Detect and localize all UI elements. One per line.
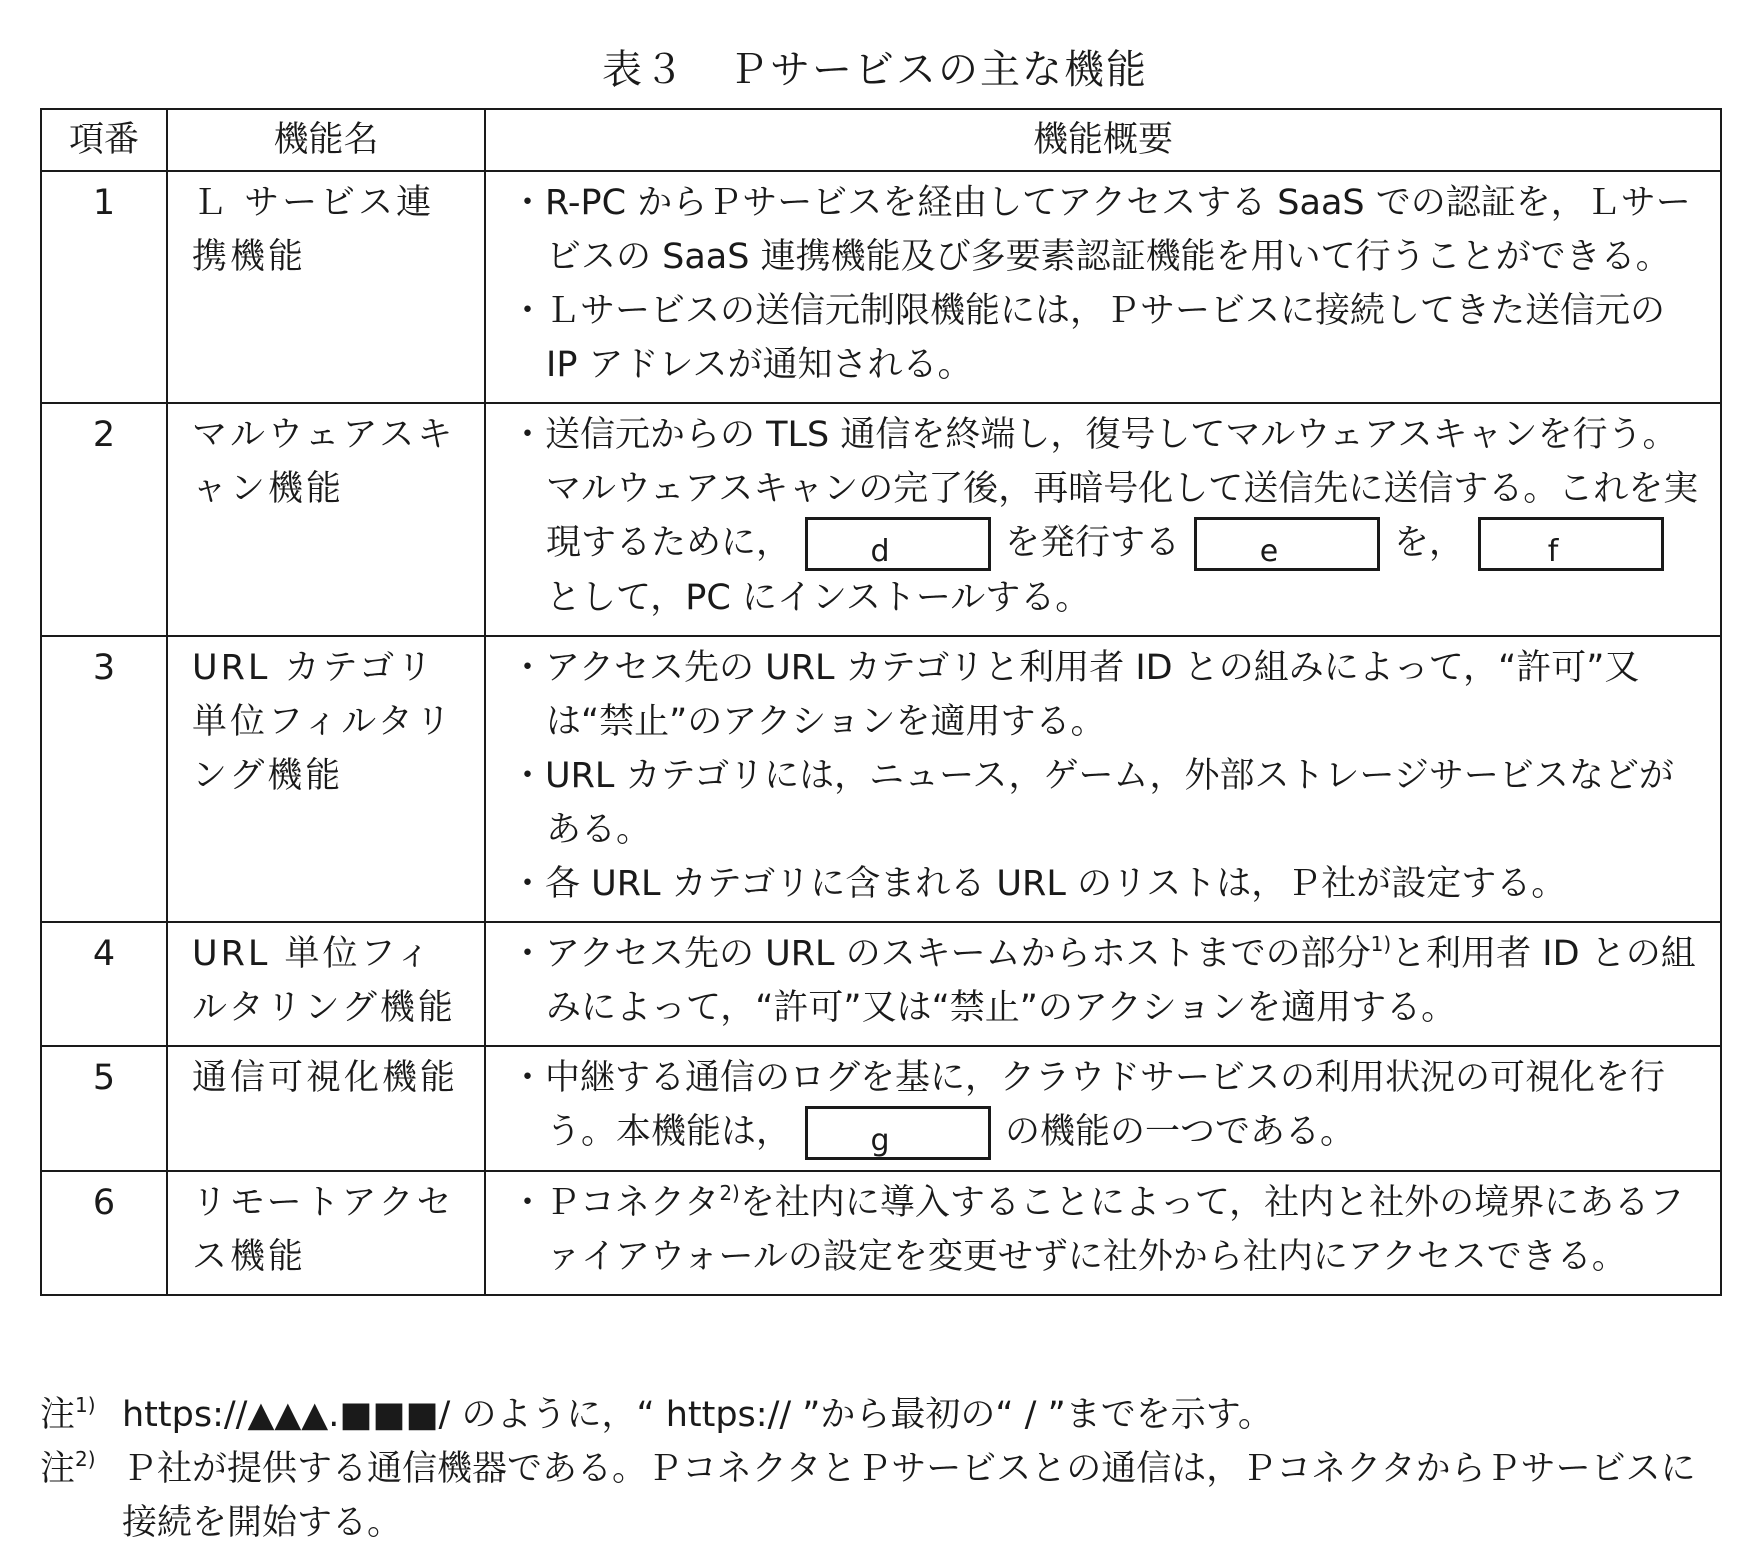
summary-text: の機能の一つである。 [1005,1112,1356,1152]
footnote-label: 注$^{1)}$ [40,1393,96,1435]
summary-bullet [510,1176,1702,1284]
row-number: 1 [41,171,167,403]
footnote-number: 2) [75,1447,96,1471]
function-summary [485,1046,1721,1171]
footnote [40,1388,1720,1442]
summary-bullet: ・URL カテゴリには，ニュース，ゲーム，外部ストレージサービスなどがある。 [510,756,1674,850]
table-header-row [41,109,1721,171]
summary-bullet: ・Ｌサービスの送信元制限機能には，Ｐサービスに接続してきた送信元の IP アドレスが通知される。 [510,291,1666,385]
function-summary [485,1171,1721,1295]
row-number: 6 [41,1171,167,1295]
function-summary [485,636,1721,922]
table-row [41,1171,1721,1295]
summary-bullet [510,1051,1702,1160]
function-name: Ｌ サービス連携機能 [167,171,485,403]
summary-text: を社内に導入することによって，社内と社外の境界にあるファイアウォールの設定を変更せずに社外から社内にアクセスできる。 [546,1183,1685,1277]
footnote-ref: 1) [1370,932,1392,956]
row-number: 5 [41,1046,167,1171]
table-row [41,171,1721,403]
function-summary [485,171,1721,403]
footnote-text: Ｐ社が提供する通信機器である。ＰコネクタとＰサービスとの通信は，ＰコネクタからＰサービスに接続を開始する。 [122,1449,1696,1543]
summary-bullet [510,927,1702,1035]
summary-text: ・中継する通信のログを基に，クラウドサービスの利用状況の可視化を行う。本機能は， [510,1058,1666,1152]
header-function-summary: 機能概要 [485,109,1721,171]
footnote-number: 1) [75,1393,96,1417]
summary-bullet: ・R-PC からＰサービスを経由してアクセスする SaaS での認証を，Ｌサービスの SaaS 連携機能及び多要素認証機能を用いて行うことができる。 [510,183,1691,277]
blank-box-g: g [805,1106,991,1160]
table-title: 表３ Ｐサービスの主な機能 [602,47,1148,93]
blank-box-d: d [805,517,991,571]
table-row [41,1046,1721,1171]
function-name: URL 単位フィルタリング機能 [167,922,485,1046]
footnote-ref: 2) [719,1181,740,1205]
footnotes [40,1388,1720,1550]
table-row [41,403,1721,636]
functions-table [40,108,1722,1296]
summary-bullet: ・アクセス先の URL カテゴリと利用者 ID との組みによって，“許可”又は“禁止”のアクションを適用する。 [510,648,1640,742]
row-number: 3 [41,636,167,922]
summary-text: として，PC にインストールする。 [546,578,1091,618]
function-name: リモートアクセス機能 [167,1171,485,1295]
summary-text: ・送信元からの TLS 通信を終端し，復号してマルウェアスキャンを行う。マルウェアスキャンの完了後，再暗号化して送信先に送信する。これを実現するために， [510,415,1699,563]
summary-text: ・Ｐコネクタ [510,1183,720,1223]
footnote-text: https://▲▲▲.■■■/ のように，“ https:// ”から最初の“ / ”までを示す。 [122,1395,1273,1435]
blank-box-f: f [1478,517,1664,571]
function-name: 通信可視化機能 [167,1046,485,1171]
summary-bullet: ・各 URL カテゴリに含まれる URL のリストは，Ｐ社が設定する。 [510,864,1567,904]
summary-text: を発行する [1005,523,1181,563]
row-number: 4 [41,922,167,1046]
function-summary [485,403,1721,636]
table-row [41,636,1721,922]
function-summary [485,922,1721,1046]
header-function-name: 機能名 [167,109,485,171]
summary-text: ・アクセス先の URL のスキームからホストまでの部分 [510,934,1371,974]
function-name: マルウェアスキャン機能 [167,403,485,636]
table-row [41,922,1721,1046]
summary-text: と利用者 ID との組みによって，“許可”又は“禁止”のアクションを適用する。 [546,934,1696,1028]
header-number: 項番 [41,109,167,171]
blank-box-e: e [1194,517,1380,571]
row-number: 2 [41,403,167,636]
function-name: URL カテゴリ単位フィルタリング機能 [167,636,485,922]
summary-text: を， [1394,523,1465,563]
summary-bullet [510,408,1702,625]
footnote [40,1442,1720,1550]
footnote-label: 注$^{2)}$ [40,1447,96,1489]
